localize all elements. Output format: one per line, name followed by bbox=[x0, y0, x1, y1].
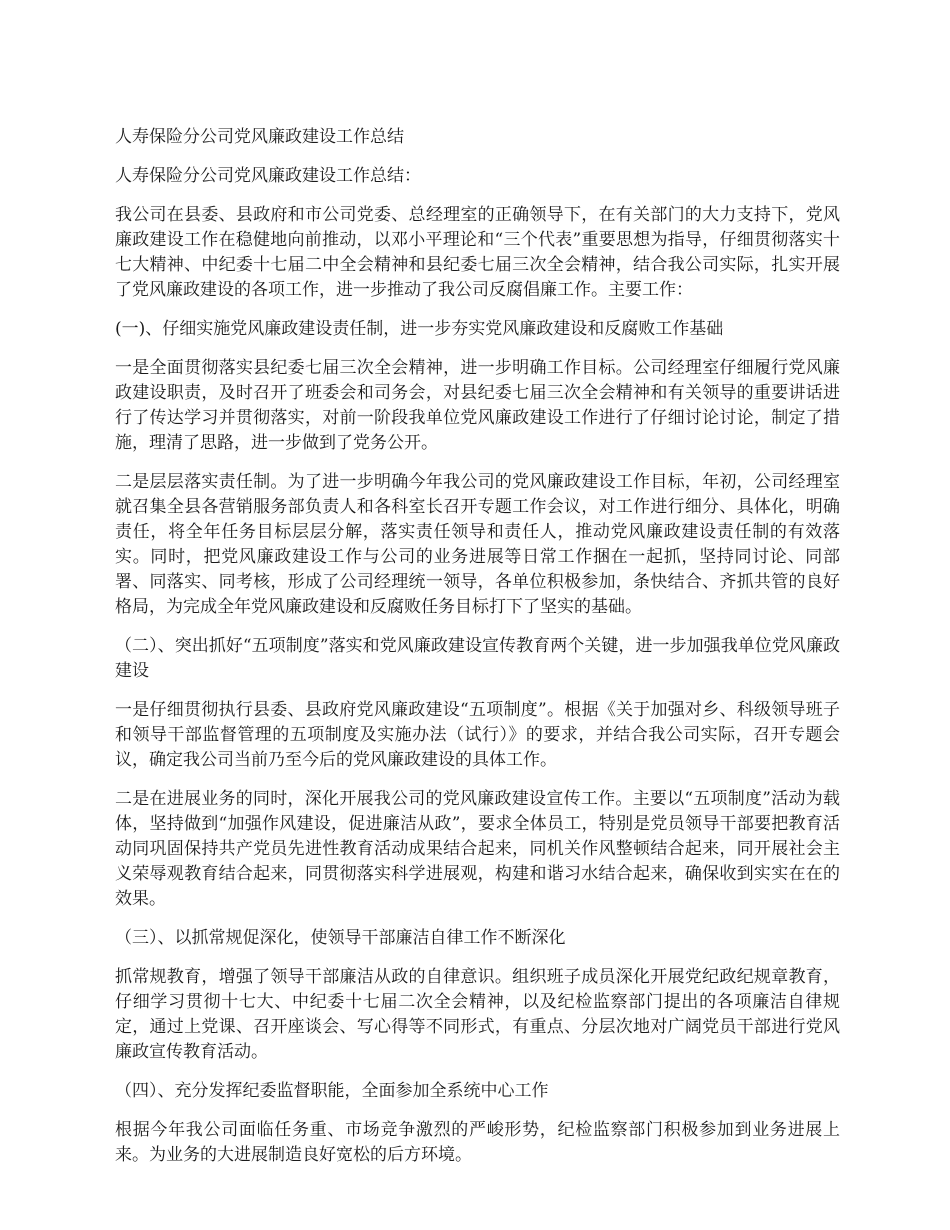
intro-paragraph: 我公司在县委、县政府和市公司党委、总经理室的正确领导下，在有关部门的大力支持下，党风廉政建设工作在稳健地向前推动，以邓小平理论和“三个代表”重要思想为指导，仔细贯彻落实十七大精神、中纪委十七届二中全会精神和县纪委七届三次全会精神，结合我公司实际，扎实开展了党风廉政建设的各项工作，进一步推动了我公司反腐倡廉工作。主要工作： bbox=[115, 205, 840, 300]
section-heading-1: (一)、仔细实施党风廉政建设责任制，进一步夯实党风廉政建设和反腐败工作基础 bbox=[115, 319, 724, 339]
section-heading-3: （三）、以抓常规促深化，使领导干部廉洁自律工作不断深化 bbox=[115, 928, 566, 948]
body-paragraph: 二是层层落实责任制。为了进一步明确今年我公司的党风廉政建设工作目标，年初，公司经理室就召集全县各营销服务部负责人和各科室长召开专题工作会议，对工作进行细分、具体化，明确责任，将全年任务目标层层分解，落实责任领导和责任人，推动党风廉政建设责任制的有效落实。同时，把党风廉政建设工作与公司的业务进展等日常工作捆在一起抓，坚持同讨论、同部署、同落实、同考核，形成了公司经理统一领导，各单位积极参加，条快结合、齐抓共管的良好格局，为完成全年党风廉政建设和反腐败任务目标打下了坚实的基础。 bbox=[115, 472, 840, 617]
document-page bbox=[115, 125, 840, 1182]
document-title: 人寿保险分公司党风廉政建设工作总结 bbox=[115, 127, 404, 147]
body-paragraph: 根据今年我公司面临任务重、市场竞争激烈的严峻形势，纪检监察部门积极参加到业务进展上来。为业务的大进展制造良好宽松的后方环境。 bbox=[115, 1120, 840, 1165]
section-heading-2: （二）、突出抓好“五项制度”落实和党风廉政建设宣传教育两个关键，进一步加强我单位党风廉政建设 bbox=[115, 636, 840, 681]
body-paragraph: 一是仔细贯彻执行县委、县政府党风廉政建设“五项制度”。根据《关于加强对乡、科级领导班子和领导干部监督管理的五项制度及实施办法（试行）》的要求，并结合我公司实际，召开专题会议，确定我公司当前乃至今后的党风廉政建设的具体工作。 bbox=[115, 700, 840, 770]
body-paragraph: 抓常规教育，增强了领导干部廉洁从政的自律意识。组织班子成员深化开展党纪政纪规章教育，仔细学习贯彻十七大、中纪委十七届二次全会精神，以及纪检监察部门提出的各项廉洁自律规定，通过上党课、召开座谈会、写心得等不同形式，有重点、分层次地对广阔党员干部进行党风廉政宣传教育活动。 bbox=[115, 967, 840, 1062]
body-paragraph: 一是全面贯彻落实县纪委七届三次全会精神，进一步明确工作目标。公司经理室仔细履行党风廉政建设职责，及时召开了班委会和司务会，对县纪委七届三次全会精神和有关领导的重要讲话进行了传达学习并贯彻落实，对前一阶段我单位党风廉政建设工作进行了仔细讨论讨论，制定了措施，理清了思路，进一步做到了党务公开。 bbox=[115, 358, 840, 453]
section-heading-4: （四）、充分发挥纪委监督职能，全面参加全系统中心工作 bbox=[115, 1081, 549, 1101]
document-subtitle: 人寿保险分公司党风廉政建设工作总结： bbox=[115, 166, 421, 186]
body-paragraph: 二是在进展业务的同时，深化开展我公司的党风廉政建设宣传工作。主要以“五项制度”活动为载体，坚持做到“加强作风建设，促进廉洁从政”，要求全体员工，特别是党员领导干部要把教育活动同巩固保持共产党员先进性教育活动成果结合起来，同机关作风整顿结合起来，同开展社会主义荣辱观教育结合起来，同贯彻落实科学进展观，构建和谐习水结合起来，确保收到实实在在的效果。 bbox=[115, 789, 840, 909]
